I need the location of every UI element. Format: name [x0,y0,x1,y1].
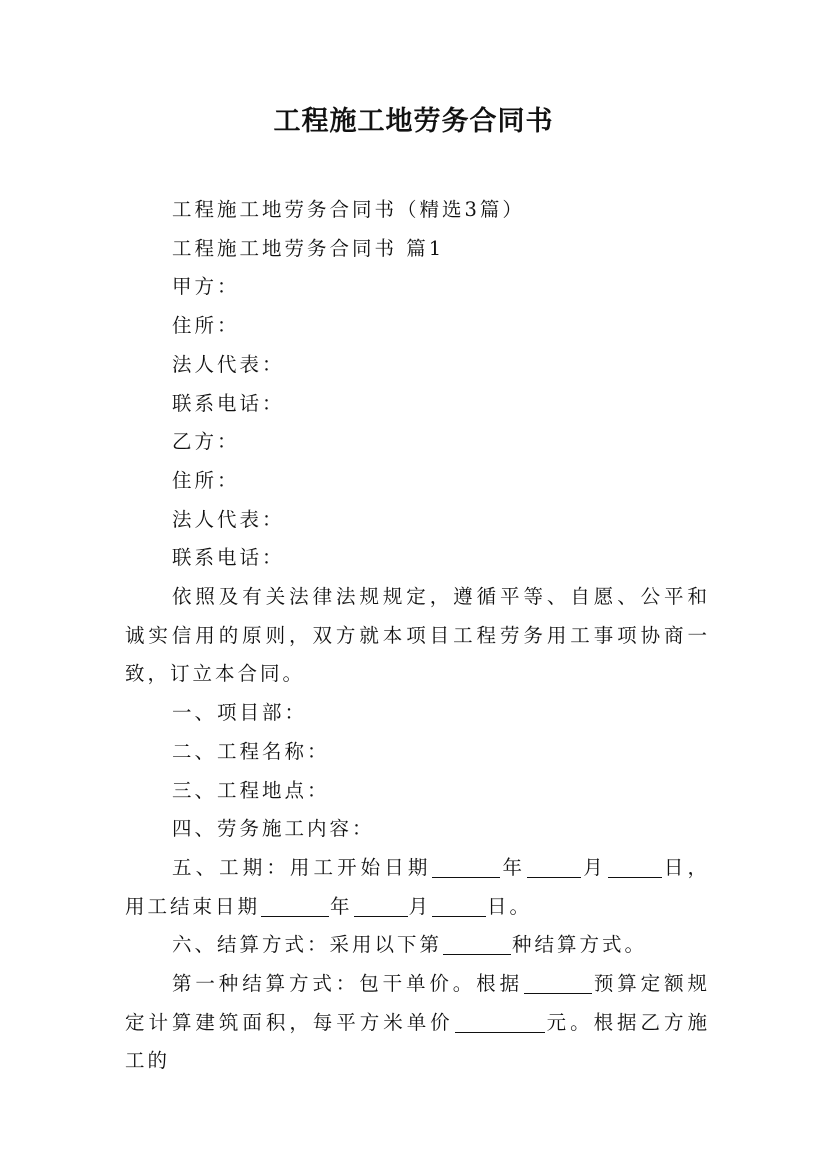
party-b-address: 住所： [172,468,240,492]
start-day-blank [608,855,662,878]
clause-project-department: 一、项目部： [172,701,308,725]
clause-construction-period [125,849,710,926]
unit-price-blank [455,1010,545,1033]
first-settlement-text-2: 预算定额规定计算建筑面积，每平方米单价 [125,972,710,1034]
period-year-label: 年 [501,855,527,879]
subtitle: 工程施工地劳务合同书（精选3篇） [172,198,525,221]
clause-labor-content: 四、劳务施工内容： [172,817,375,841]
first-settlement-text-3: 元。根据乙方施工的 [125,1010,710,1073]
period-end-day-label: 日。 [487,894,533,918]
start-month-blank [527,855,581,878]
first-settlement-text-1: 第一种结算方式：包干单价。根据 [172,972,523,996]
budget-quota-blank [524,971,592,994]
settlement-text-start: 六、结算方式：采用以下第 [172,933,443,957]
document-body [125,191,710,1081]
party-a-address: 住所： [172,314,240,338]
clause-project-name: 二、工程名称： [172,739,330,763]
end-month-blank [354,894,408,917]
clause-settlement-method [125,926,710,965]
settlement-text-end: 种结算方式。 [512,933,648,957]
party-a-label: 甲方： [172,275,240,299]
party-a-representative: 法人代表： [172,352,285,376]
party-b-phone: 联系电话： [172,546,285,570]
clause-first-settlement [125,965,710,1081]
section-heading: 工程施工地劳务合同书 篇1 [172,236,445,260]
period-day-label: 日，用工结束日期 [125,855,710,918]
end-year-blank [261,894,329,917]
party-b-label: 乙方： [172,430,240,454]
preamble-paragraph: 依照及有关法律法规规定，遵循平等、自愿、公平和诚实信用的原则，双方就本项目工程劳务用工事项协商一致，订立本合同。 [125,585,710,686]
end-day-blank [432,894,486,917]
period-text-start: 五、工期：用工开始日期 [172,855,432,879]
party-a-phone: 联系电话： [172,391,285,415]
document-title: 工程施工地劳务合同书 [273,106,554,137]
period-end-year-label: 年 [330,894,353,918]
period-end-month-label: 月 [408,894,432,918]
party-b-representative: 法人代表： [172,507,285,531]
settlement-type-blank [443,932,511,955]
clause-project-location: 三、工程地点： [172,778,330,802]
start-year-blank [432,855,500,878]
period-month-label: 月 [582,855,607,879]
